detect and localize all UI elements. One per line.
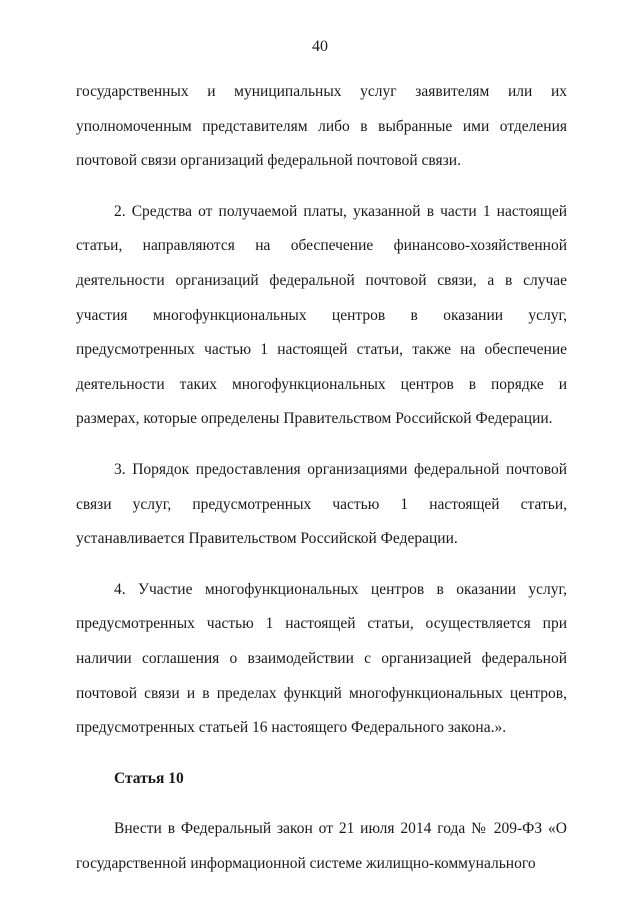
page-number: 40	[312, 38, 328, 55]
paragraph-spacer	[76, 179, 567, 195]
paragraph-spacer	[76, 796, 567, 812]
paragraph-spacer	[76, 746, 567, 762]
paragraph-2: 2. Средства от получаемой платы, указанной в части 1 настоящей статьи, направляются на обеспечение финансово-хозяйственной деятельности организаций федеральной почтовой связи, а в случае участия многофункциональных центров в оказании услуг, предусмотренных частью 1 настоящей статьи, также на обеспечение деятельности таких многофункциональных центров в порядке и размерах, которые определены Правительством Российской Федерации.	[76, 202, 567, 428]
article-heading: Статья 10	[114, 769, 184, 787]
paragraph-4: 4. Участие многофункциональных центров в оказании услуг, предусмотренных частью 1 настоящей статьи, осуществляется при наличии соглашения о взаимодействии с организацией федеральной почтовой связи и в пределах функций многофункциональных центров, предусмотренных статьей 16 настоящего Федерального закона.».	[76, 580, 567, 737]
paragraph-spacer	[76, 437, 567, 453]
paragraph-3: 3. Порядок предоставления организациями федеральной почтовой связи услуг, предусмотренных частью 1 настоящей статьи, устанавливается Правительством Российской Федерации.	[76, 460, 567, 548]
document-body	[76, 75, 567, 881]
paragraph-continuation: государственных и муниципальных услуг заявителям или их уполномоченным представителям либо в выбранные ими отделения почтовой связи организаций федеральной почтовой связи.	[76, 83, 567, 170]
paragraph-article-10: Внести в Федеральный закон от 21 июля 2014 года № 209-ФЗ «О государственной информационной системе жилищно-коммунального	[76, 820, 567, 872]
paragraph-spacer	[76, 557, 567, 573]
